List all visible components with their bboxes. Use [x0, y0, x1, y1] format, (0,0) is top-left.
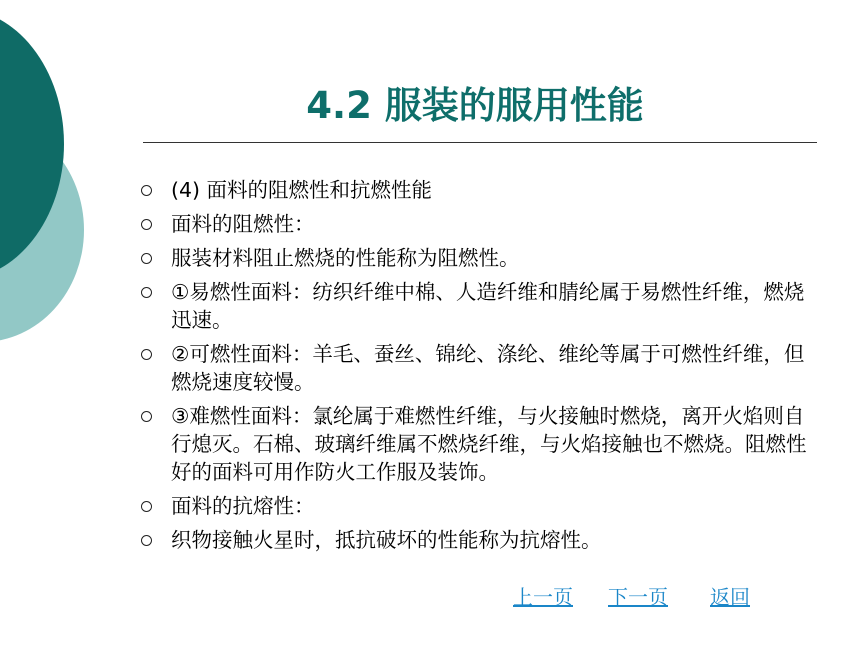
- bullet-circle-icon: [141, 501, 152, 512]
- bullet-item: [140, 176, 810, 204]
- bullet-item: [140, 526, 810, 554]
- bullet-text: (4) 面料的阻燃性和抗燃性能: [171, 178, 433, 202]
- bullet-item: [140, 244, 810, 272]
- bullet-item: [140, 402, 810, 486]
- bullet-text: ①易燃性面料：纺织纤维中棉、人造纤维和腈纶属于易燃性纤维，燃烧迅速。: [171, 280, 805, 332]
- bullet-circle-icon: [141, 287, 152, 298]
- back-link[interactable]: 返回: [710, 585, 750, 609]
- bullet-text: 面料的阻燃性：: [171, 212, 315, 236]
- bullet-item: [140, 492, 810, 520]
- bullet-item: [140, 210, 810, 238]
- bullet-circle-icon: [141, 535, 152, 546]
- title-divider: [143, 142, 817, 143]
- bullet-circle-icon: [141, 185, 152, 196]
- bullet-text: 织物接触火星时，抵抗破坏的性能称为抗熔性。: [171, 528, 602, 552]
- slide-title: 4.2 服装的服用性能: [306, 84, 644, 127]
- bullet-circle-icon: [141, 349, 152, 360]
- bullet-item: [140, 278, 810, 334]
- bullet-circle-icon: [141, 411, 152, 422]
- bullet-circle-icon: [141, 253, 152, 264]
- prev-page-link[interactable]: 上一页: [513, 585, 573, 609]
- next-page-link[interactable]: 下一页: [608, 585, 668, 609]
- bullet-list: [140, 176, 810, 560]
- bullet-text: 服装材料阻止燃烧的性能称为阻燃性。: [171, 246, 520, 270]
- bullet-text: ②可燃性面料：羊毛、蚕丝、锦纶、涤纶、维纶等属于可燃性纤维，但燃烧速度较慢。: [171, 342, 805, 394]
- bullet-text: 面料的抗熔性：: [171, 494, 315, 518]
- bullet-item: [140, 340, 810, 396]
- bullet-circle-icon: [141, 219, 152, 230]
- bullet-text: ③难燃性面料：氯纶属于难燃性纤维，与火接触时燃烧，离开火焰则自行熄灭。石棉、玻璃纤维属不燃烧纤维，与火焰接触也不燃烧。阻燃性好的面料可用作防火工作服及装饰。: [171, 404, 807, 484]
